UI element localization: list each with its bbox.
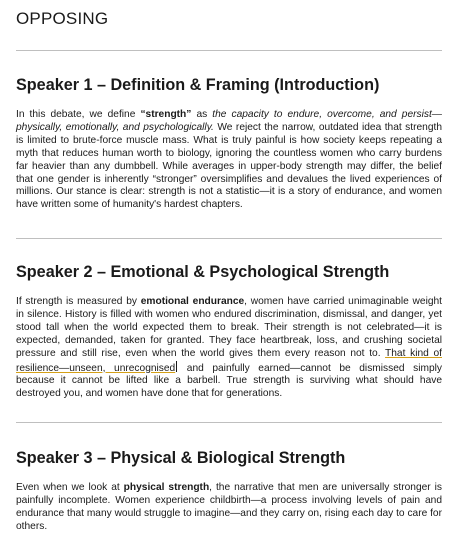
text-run: If strength is measured by bbox=[16, 296, 141, 307]
text-run: , women have carried unimaginable weight in silence. History is filled with women who endured discrimination, dismissal, and danger, yet stood tall when the world expected them to break. Their strength is not celebrated—it is expected, demanded, taken for granted. They face heartbreak, loss, and crushing societal pressure and still rise, even when the world gives them every reason not to. bbox=[16, 296, 442, 359]
section-2-paragraph bbox=[16, 296, 442, 401]
section-3-heading: Speaker 3 – Physical & Biological Strength bbox=[16, 449, 346, 467]
document-title: OPPOSING bbox=[16, 9, 109, 28]
text-run: , the narrative that men are universally stronger is painfully incomplete. Women experience childbirth—a process involving levels of pain and endurance that many would struggle to imagine—and they carry on, rising each day to care for others. bbox=[16, 482, 442, 532]
section-divider bbox=[16, 422, 442, 423]
bold-text: physical strength bbox=[123, 482, 210, 493]
bold-text: “strength” bbox=[140, 109, 192, 120]
section-1-heading: Speaker 1 – Definition & Framing (Introduction) bbox=[16, 76, 380, 94]
section-3-paragraph bbox=[16, 482, 442, 534]
italic-text: the capacity to endure, overcome, and persist—physically, emotionally, and psychologically. bbox=[16, 109, 442, 133]
section-2-heading: Speaker 2 – Emotional & Psychological Strength bbox=[16, 263, 390, 281]
section-1-paragraph bbox=[16, 109, 442, 212]
section-divider bbox=[16, 50, 442, 51]
bold-text: emotional endurance bbox=[140, 296, 245, 307]
underlined-text: That kind of resilience—unseen, unrecognised bbox=[16, 347, 443, 374]
section-divider bbox=[16, 238, 442, 239]
text-run: We reject the narrow, outdated idea that strength is limited to brute-force muscle mass. What is truly painful is how society keeps repeating a myth that reduces human worth to biology, ignoring the countless women who carry burdens far heavier than any dumbbell. While averages in upper-body strength may differ, the belief that one gender is inherently “stronger” oversimplifies and devalues the lived experiences of millions. Our stance is clear: strength is not a statistic—it is a story of endurance, and women have written some of humanity's hardest chapters. bbox=[16, 121, 442, 211]
text-run: as bbox=[191, 109, 213, 120]
text-run: Even when we look at bbox=[16, 482, 124, 493]
text-run: In this debate, we define bbox=[16, 109, 141, 120]
text-run: and painfully earned—cannot be dismissed simply because it cannot be lifted like a barbell. True strength is surviving what should have destroyed you, and women have done that for generations. bbox=[16, 362, 442, 400]
